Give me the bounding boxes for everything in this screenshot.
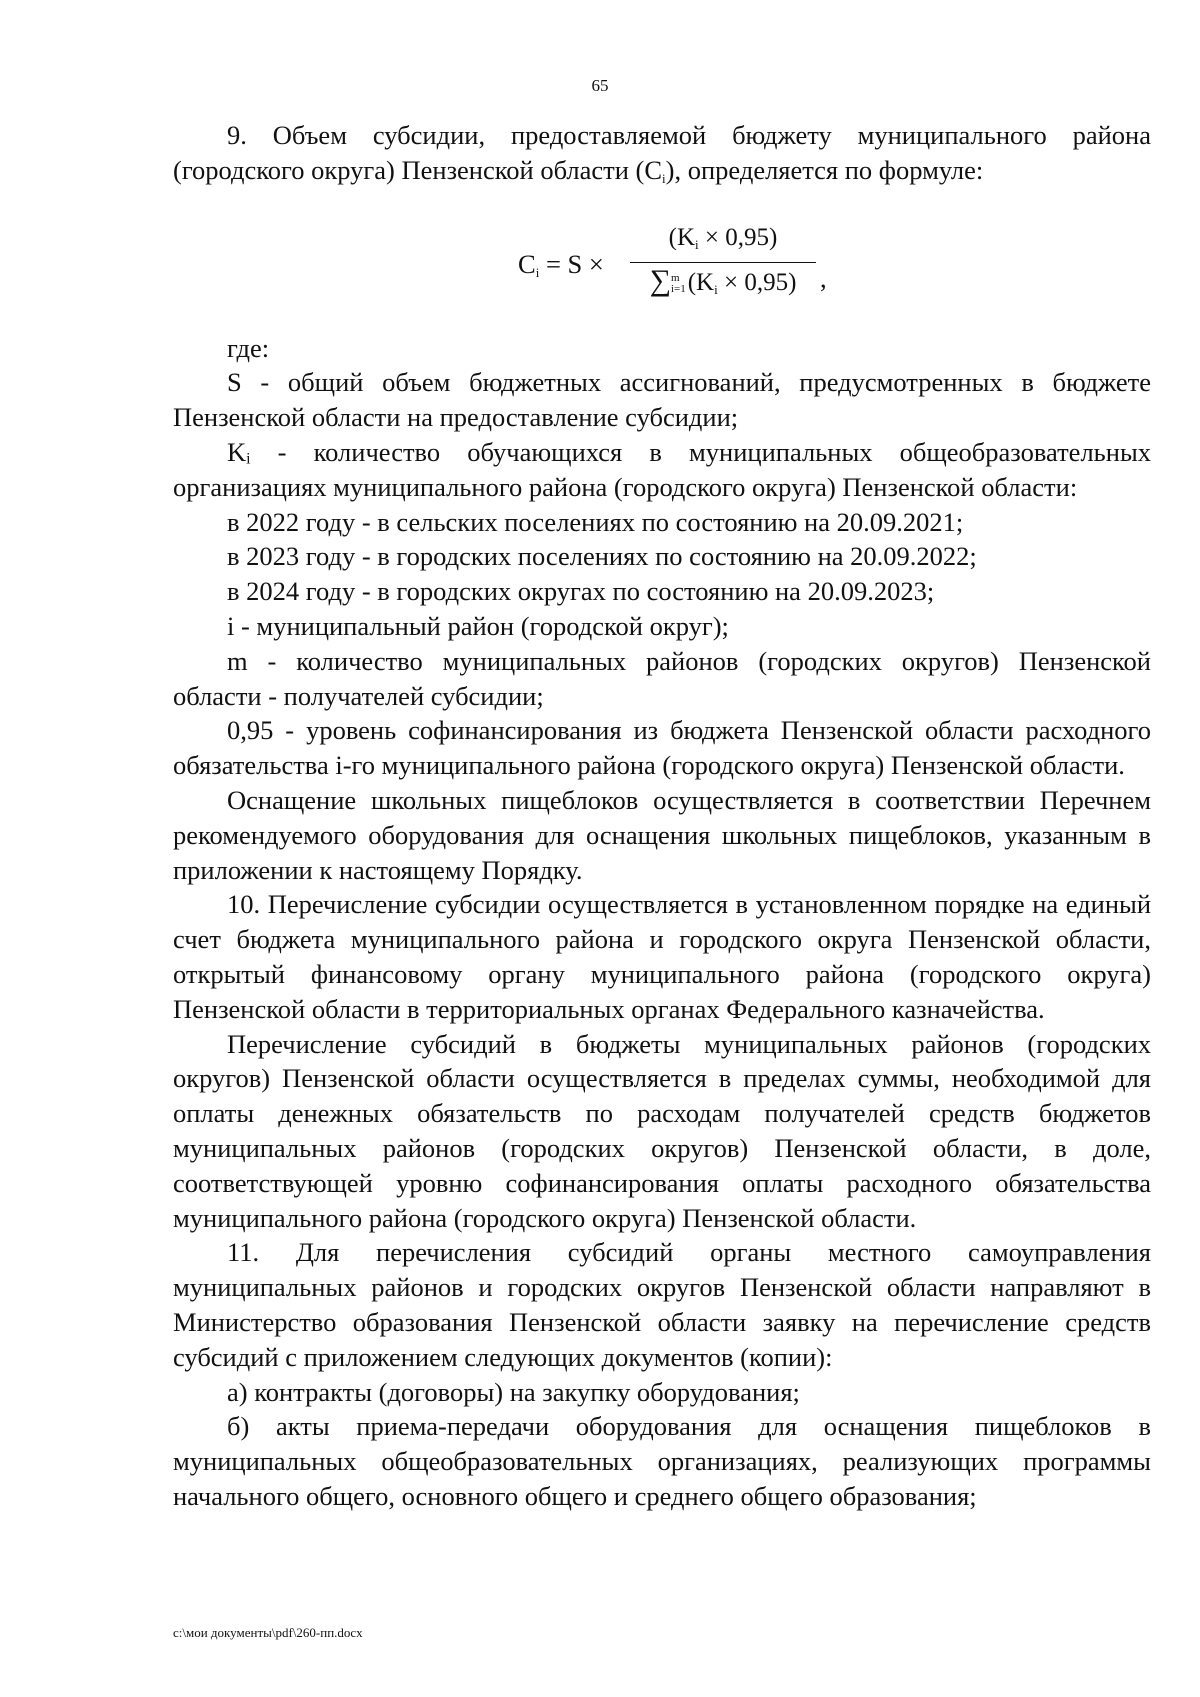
definition-k: Kᵢ - количество обучающихся в муниципальных общеобразовательных организациях муниципального района (городского округа) Пензенской области: bbox=[173, 436, 1151, 502]
sum-lower: i=1 bbox=[670, 283, 686, 296]
formula-box bbox=[518, 203, 858, 311]
formula-lhs-c: C bbox=[518, 248, 536, 279]
where-label: где: bbox=[227, 332, 270, 363]
definition-2023: в 2023 году - в городских поселениях по состоянию на 20.09.2022; bbox=[227, 541, 977, 572]
spacer bbox=[173, 311, 1151, 331]
fraction-bar bbox=[630, 262, 816, 264]
definition-s: S - общий объем бюджетных ассигнований, предусмотренных в бюджете Пензенской области на предоставление субсидии; bbox=[173, 367, 1151, 433]
formula-lhs bbox=[518, 247, 604, 291]
paragraph-11: 11. Для перечисления субсидий органы местного самоуправления муниципальных районов и городских округов Пензенской области направляют в Министерство образования Пензенской области заявку на перечисление средств субсидий с приложением следующих документов (копии): bbox=[173, 1237, 1151, 1372]
paragraph-9 bbox=[173, 118, 1151, 197]
paragraph-9-subscript: i bbox=[662, 170, 666, 186]
document-body bbox=[173, 118, 1151, 1514]
formula-fraction bbox=[630, 223, 816, 306]
formula-numerator bbox=[630, 223, 816, 260]
numerator-sub: i bbox=[695, 236, 699, 252]
paragraph-10: 10. Перечисление субсидии осуществляется в установленном порядке на единый счет бюджета муниципального района и городского округа Пензенской области, открытый финансовому органу муниципального района (городского округа) Пензенской области в территориальных органах Федерального казначейства. bbox=[173, 889, 1151, 1024]
formula-comma: , bbox=[820, 262, 827, 293]
subsidy-formula bbox=[173, 203, 1151, 311]
page-number: 65 bbox=[591, 76, 609, 95]
definition-095: 0,95 - уровень софинансирования из бюджета Пензенской области расходного обязательства i-го муниципального района (городского округа) Пензенской области. bbox=[173, 715, 1151, 781]
definition-m: m - количество муниципальных районов (городских округов) Пензенской области - получателей субсидии; bbox=[173, 645, 1151, 711]
formula-equals-s: = S × bbox=[545, 248, 604, 279]
paragraph-equipment: Оснащение школьных пищеблоков осуществляется в соответствии Перечнем рекомендуемого оборудования для оснащения школьных пищеблоков, указанным в приложении к настоящему Порядку. bbox=[173, 784, 1151, 885]
paragraph-transfer: Перечисление субсидий в бюджеты муниципальных районов (городских округов) Пензенской области осуществляется в пределах суммы, необходимой для оплаты денежных обязательств по расходам получателей средств бюджетов муниципальных районов (городских округов) Пензенской области, в доле, соответствующей уровню софинансирования оплаты расходного обязательства муниципального района (городского округа) Пензенской области. bbox=[173, 1028, 1151, 1233]
definition-i: i - муниципальный район (городской округ); bbox=[227, 610, 729, 641]
sum-limits bbox=[671, 273, 686, 295]
definition-2024: в 2024 году - в городских округах по состоянию на 20.09.2023; bbox=[227, 576, 935, 607]
denominator-sub: i bbox=[714, 282, 718, 298]
numerator-close: × 0,95) bbox=[698, 223, 778, 251]
formula-lhs-sub: i bbox=[535, 264, 540, 280]
footer-file-path: c:\мои документы\pdf\260-пп.docx bbox=[173, 1625, 363, 1640]
list-item-b: б) акты приема-передачи оборудования для оснащения пищеблоков в муниципальных общеобразовательных организациях, реализующих программы начального общего, основного общего и среднего общего образования; bbox=[173, 1411, 1151, 1511]
sum-symbol: ∑ bbox=[649, 264, 671, 298]
denominator-open: (K bbox=[687, 269, 715, 297]
denominator-close: × 0,95) bbox=[717, 269, 797, 297]
sum-upper: m bbox=[670, 272, 680, 285]
list-item-a: а) контракты (договоры) на закупку оборудования; bbox=[227, 1376, 800, 1407]
definition-2022: в 2022 году - в сельских поселениях по состоянию на 20.09.2021; bbox=[227, 506, 964, 537]
paragraph-9-end: ), определяется по формуле: bbox=[665, 154, 984, 185]
paragraph-9-text: 9. Объем субсидии, предоставляемой бюджету муниципального района (городского округа) Пензенской области (C bbox=[173, 120, 1151, 185]
numerator-open: (K bbox=[668, 223, 696, 251]
formula-denominator bbox=[630, 266, 816, 305]
